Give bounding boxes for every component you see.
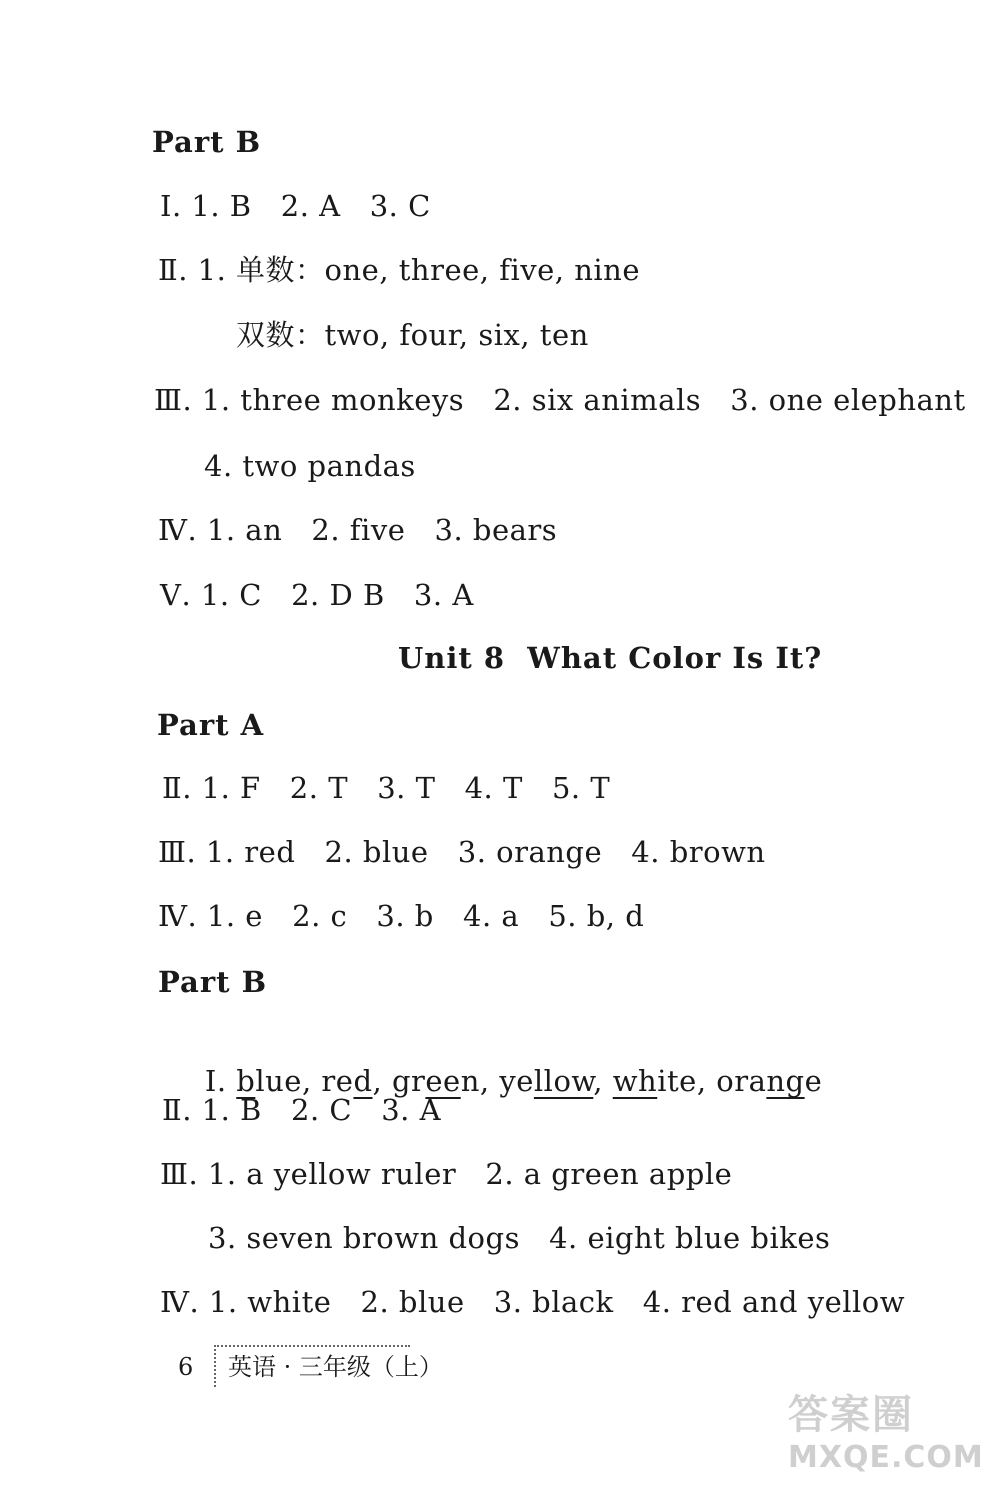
watermark-cn: 答案圈 [788,1392,914,1438]
page-number: 6 [178,1353,194,1381]
watermark-en: MXQE.COM [788,1440,984,1475]
answer-line: Ⅱ. 1. 单数：one, three, five, nine [158,253,641,287]
answer-line: Ⅰ. 1. B 2. A 3. C [160,189,431,223]
answer-line: Ⅲ. 1. red 2. blue 3. orange 4. brown [158,835,766,869]
part-b-heading-2: Part B [158,965,268,999]
plain-letters: e [804,1064,823,1098]
plain-letters: ite, ora [657,1064,767,1098]
underlined-letters: b [236,1064,256,1098]
answer-line: Ⅳ. 1. white 2. blue 3. black 4. red and yellow [160,1285,906,1319]
line-prefix: Ⅰ. [204,1064,237,1098]
answer-line: Ⅳ. 1. an 2. five 3. bears [158,513,558,547]
underlined-letters: wh [612,1064,658,1098]
underlined-letters: ee [425,1064,461,1098]
answer-line: Ⅱ. 1. B 2. C 3. A [162,1093,442,1127]
part-b-heading-1: Part B [152,125,262,159]
answer-line: 3. seven brown dogs 4. eight blue bikes [208,1221,831,1255]
underlined-letters: d [353,1064,373,1098]
part-a-heading: Part A [157,708,265,742]
plain-letters: , gr [372,1064,426,1098]
answer-line: 双数：two, four, six, ten [236,318,589,352]
book-title: 英语 · 三年级（上） [214,1345,410,1387]
answer-line: Ⅴ. 1. C 2. D B 3. A [160,578,474,612]
answer-line: 4. two pandas [204,449,416,483]
unit-title: Unit 8 What Color Is It? [398,641,823,675]
plain-letters: n, ye [460,1064,534,1098]
page-footer [170,1345,570,1391]
underlined-letters: ll [533,1064,554,1098]
answer-line: Ⅲ. 1. a yellow ruler 2. a green apple [160,1157,733,1191]
answer-line: Ⅳ. 1. e 2. c 3. b 4. a 5. b, d [158,899,645,933]
plain-letters: lue, re [255,1064,354,1098]
answer-line: Ⅱ. 1. F 2. T 3. T 4. T 5. T [162,771,611,805]
underlined-letters: ng [766,1064,805,1098]
site-watermark [788,1383,984,1478]
answer-line: Ⅲ. 1. three monkeys 2. six animals 3. one elephant [154,383,966,417]
plain-letters: , [593,1064,613,1098]
underlined-letters: ow [553,1064,594,1098]
